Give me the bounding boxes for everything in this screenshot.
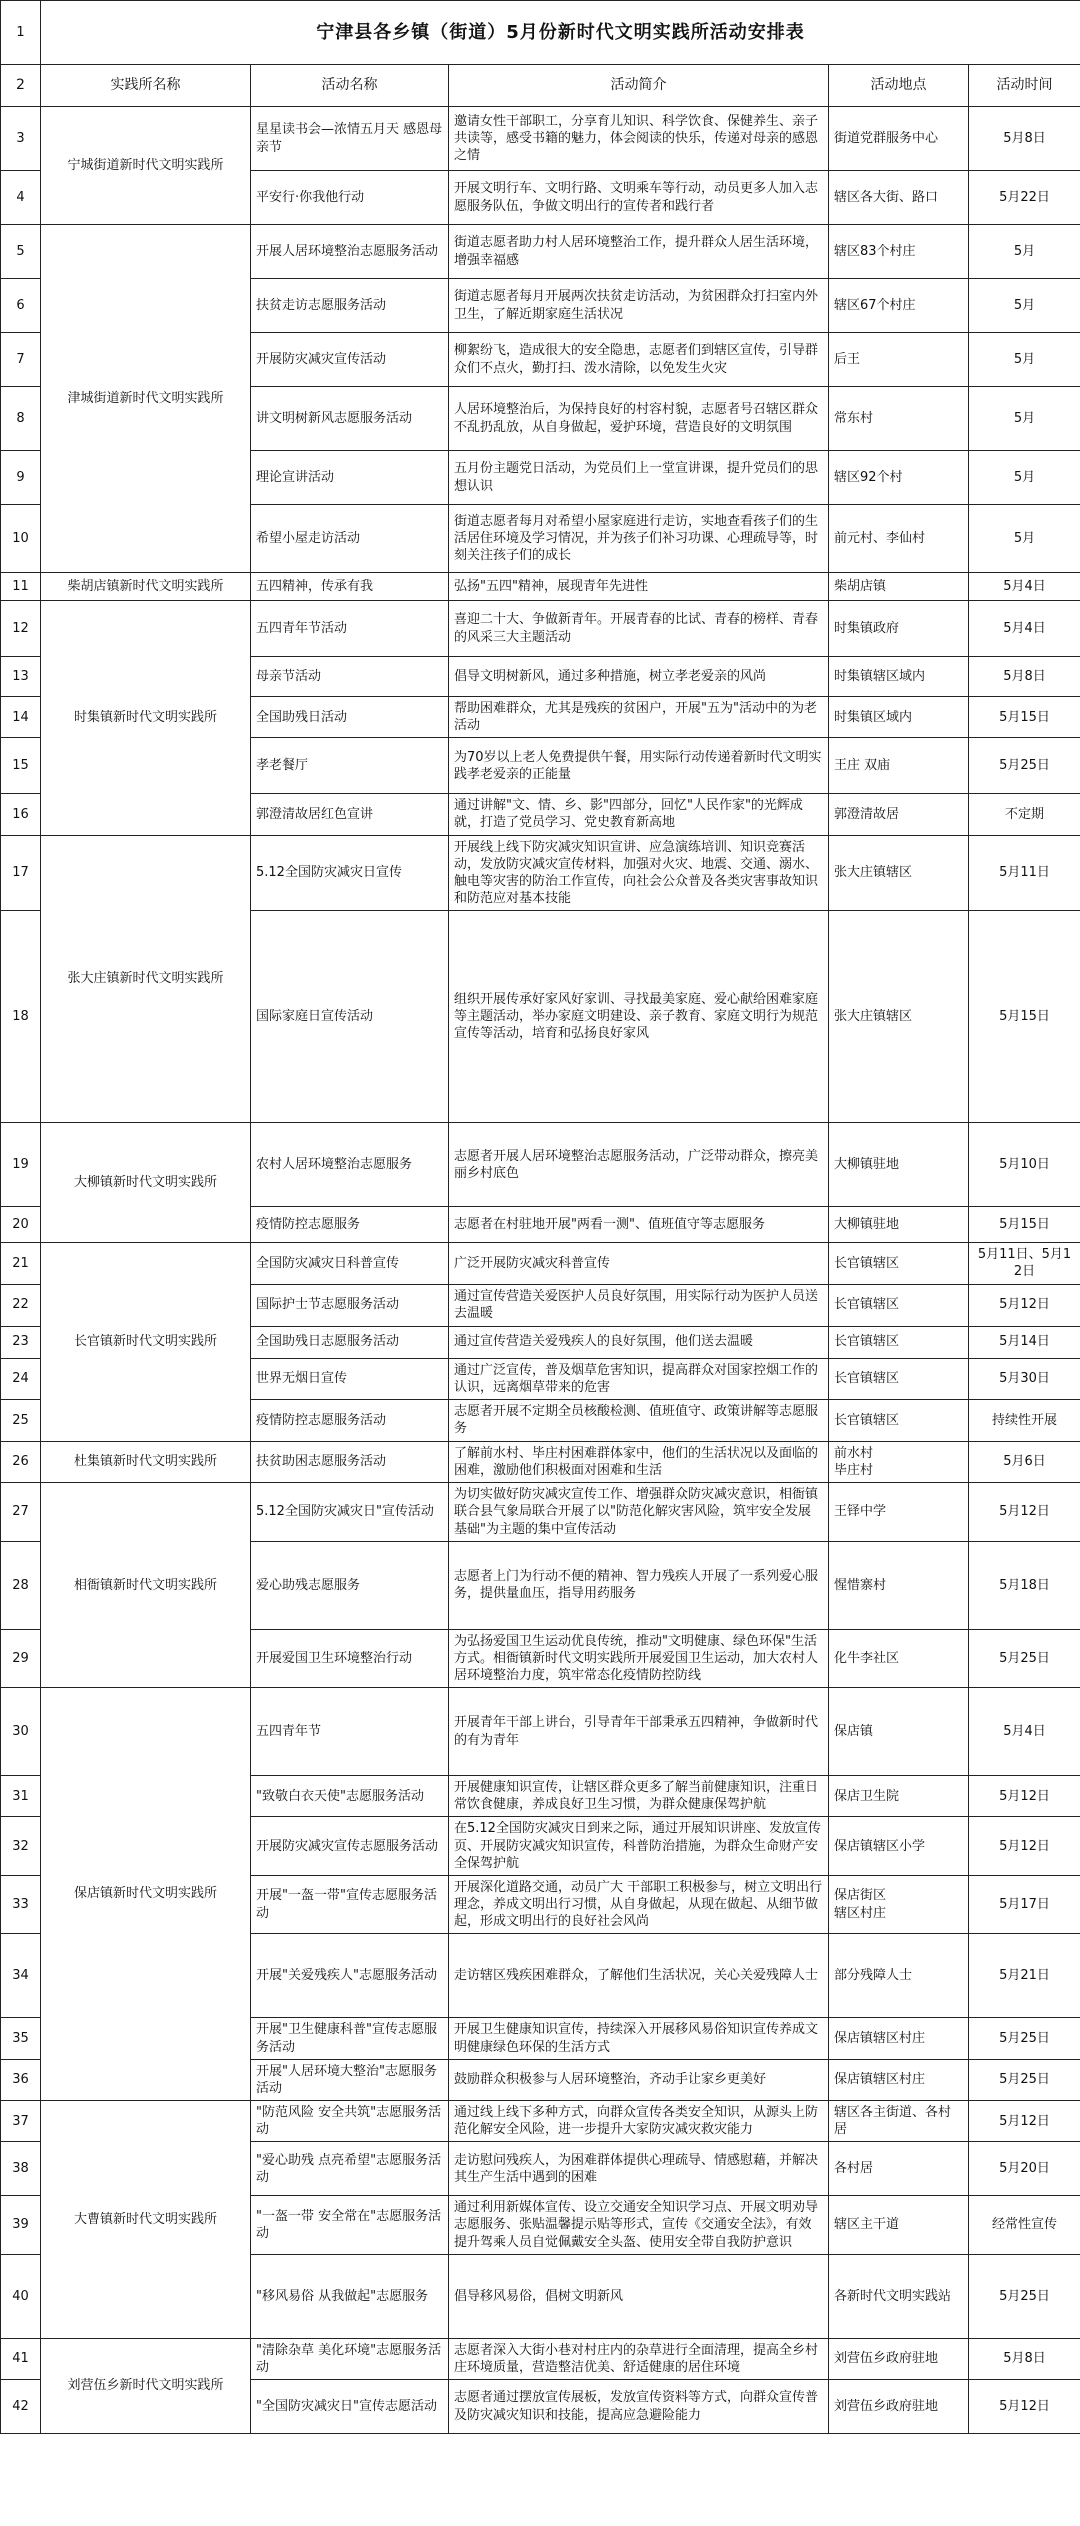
- activity-name: 希望小屋走访活动: [251, 505, 449, 573]
- activity-summary: 志愿者深入大街小巷对村庄内的杂草进行全面清理，提高全乡村庄环境质量，营造整洁优美、舒适健康的居住环境: [449, 2338, 829, 2379]
- activity-location: 刘营伍乡政府驻地: [829, 2380, 969, 2434]
- row-number: 40: [1, 2254, 41, 2338]
- table-row: [1, 601, 1080, 657]
- activity-summary: 人居环境整治后，为保持良好的村容村貌，志愿者号召辖区群众不乱扔乱放，从自身做起，爱护环境，营造良好的文明氛围: [449, 387, 829, 451]
- activity-time: 5月8日: [969, 657, 1080, 697]
- activity-time: 5月: [969, 505, 1080, 573]
- activity-name: 开展"关爱残疾人"志愿服务活动: [251, 1934, 449, 2018]
- practice-station-name: 大柳镇新时代文明实践所: [41, 1123, 251, 1243]
- activity-location: 各村居: [829, 2142, 969, 2196]
- row-number: 8: [1, 387, 41, 451]
- row-number: 16: [1, 794, 41, 835]
- activity-name: 五四青年节活动: [251, 601, 449, 657]
- table-row: [1, 1483, 1080, 1541]
- practice-station-name: 时集镇新时代文明实践所: [41, 601, 251, 836]
- activity-name: 疫情防控志愿服务活动: [251, 1399, 449, 1441]
- row-number: 4: [1, 171, 41, 225]
- activity-name: 疫情防控志愿服务: [251, 1207, 449, 1243]
- activity-location: 长官镇辖区: [829, 1358, 969, 1399]
- row-number: 36: [1, 2059, 41, 2100]
- activity-time: 5月12日: [969, 2380, 1080, 2434]
- table-row: [1, 573, 1080, 601]
- activity-time: 5月10日: [969, 1123, 1080, 1207]
- activity-summary: 通过讲解"文、情、乡、影"四部分，回忆"人民作家"的光辉成就，打造了党员学习、党史教育新高地: [449, 794, 829, 835]
- table-row: [1, 2101, 1080, 2142]
- activity-location: 张大庄镇辖区: [829, 911, 969, 1123]
- activity-location: 辖区67个村庄: [829, 279, 969, 333]
- activity-summary: 志愿者开展不定期全员核酸检测、值班值守、政策讲解等志愿服务: [449, 1399, 829, 1441]
- activity-time: 5月6日: [969, 1441, 1080, 1482]
- activity-summary: 组织开展传承好家风好家训、寻找最美家庭、爱心献给困难家庭等主题活动，举办家庭文明建设、亲子教育、家庭文明行为规范宣传等活动，培育和弘扬良好家风: [449, 911, 829, 1123]
- activity-time: 5月4日: [969, 1688, 1080, 1776]
- activity-summary: 走访慰问残疾人，为困难群体提供心理疏导、情感慰藉，并解决其生产生活中遇到的困难: [449, 2142, 829, 2196]
- practice-station-name: 大曹镇新时代文明实践所: [41, 2101, 251, 2339]
- activity-name: "移风易俗 从我做起"志愿服务: [251, 2254, 449, 2338]
- practice-station-name: 津城街道新时代文明实践所: [41, 225, 251, 573]
- activity-location: 保店镇: [829, 1688, 969, 1776]
- activity-time: 5月: [969, 279, 1080, 333]
- activity-time: 5月15日: [969, 1207, 1080, 1243]
- activity-location: 长官镇辖区: [829, 1284, 969, 1326]
- header-activity-location: 活动地点: [829, 65, 969, 107]
- activity-location: 部分残障人士: [829, 1934, 969, 2018]
- activity-summary: 弘扬"五四"精神，展现青年先进性: [449, 573, 829, 601]
- row-number: 18: [1, 911, 41, 1123]
- row-number: 9: [1, 451, 41, 505]
- activity-summary: 在5.12全国防灾减灾日到来之际，通过开展知识讲座、发放宣传页、开展防灾减灾知识宣传，科普防治措施，为群众生命财产安全保驾护航: [449, 1817, 829, 1875]
- activity-summary: 为70岁以上老人免费提供午餐，用实际行动传递着新时代文明实践孝老爱亲的正能量: [449, 738, 829, 794]
- activity-time: 5月30日: [969, 1358, 1080, 1399]
- activity-location: 辖区83个村庄: [829, 225, 969, 279]
- activity-name: 孝老餐厅: [251, 738, 449, 794]
- activity-location: 辖区92个村: [829, 451, 969, 505]
- table-row: [1, 1123, 1080, 1207]
- activity-summary: 开展深化道路交通，动员广大 干部职工积极参与，树立文明出行理念，养成文明出行习惯，从自身做起，从现在做起、从细节做起，形成文明出行的良好社会风尚: [449, 1875, 829, 1933]
- table-row: [1, 1243, 1080, 1284]
- activity-name: 全国助残日活动: [251, 697, 449, 738]
- activity-name: 扶贫走访志愿服务活动: [251, 279, 449, 333]
- activity-name: "全国防灾减灾日"宣传志愿活动: [251, 2380, 449, 2434]
- row-number: 23: [1, 1326, 41, 1358]
- activity-location: 大柳镇驻地: [829, 1207, 969, 1243]
- row-number: 21: [1, 1243, 41, 1284]
- activity-time: 5月18日: [969, 1541, 1080, 1629]
- practice-station-name: 保店镇新时代文明实践所: [41, 1688, 251, 2101]
- activity-name: 平安行·你我他行动: [251, 171, 449, 225]
- activity-summary: 通过宣传营造关爱医护人员良好氛围，用实际行动为医护人员送去温暖: [449, 1284, 829, 1326]
- document-title: 宁津县各乡镇（街道）5月份新时代文明实践所活动安排表: [41, 1, 1080, 65]
- row-number: 10: [1, 505, 41, 573]
- activity-name: "防范风险 安全共筑"志愿服务活动: [251, 2101, 449, 2142]
- activity-summary: 志愿者通过摆放宣传展板，发放宣传资料等方式，向群众宣传普及防灾减灾知识和技能，提高应急避险能力: [449, 2380, 829, 2434]
- row-number: 41: [1, 2338, 41, 2379]
- activity-location: 化牛李社区: [829, 1629, 969, 1687]
- row-number: 5: [1, 225, 41, 279]
- activity-time: 持续性开展: [969, 1399, 1080, 1441]
- header-activity-time: 活动时间: [969, 65, 1080, 107]
- activity-summary: 开展文明行车、文明行路、文明乘车等行动，动员更多人加入志愿服务队伍，争做文明出行的宣传者和践行者: [449, 171, 829, 225]
- row-number: 32: [1, 1817, 41, 1875]
- activity-location: 前元村、李仙村: [829, 505, 969, 573]
- row-number: 34: [1, 1934, 41, 2018]
- activity-time: 5月25日: [969, 2254, 1080, 2338]
- activity-time: 5月: [969, 225, 1080, 279]
- activity-name: "爱心助残 点亮希望"志愿服务活动: [251, 2142, 449, 2196]
- activity-summary: 街道志愿者每月开展两次扶贫走访活动，为贫困群众打扫室内外卫生，了解近期家庭生活状况: [449, 279, 829, 333]
- activity-summary: 了解前水村、毕庄村困难群体家中，他们的生活状况以及面临的困难，激励他们积极面对困难和生活: [449, 1441, 829, 1482]
- activity-time: 5月11日: [969, 835, 1080, 911]
- header-activity-name: 活动名称: [251, 65, 449, 107]
- activity-name: 郭澄清故居红色宣讲: [251, 794, 449, 835]
- activity-name: 5.12全国防灾减灾日宣传: [251, 835, 449, 911]
- activity-time: 5月21日: [969, 1934, 1080, 2018]
- row-number: 13: [1, 657, 41, 697]
- practice-station-name: 杜集镇新时代文明实践所: [41, 1441, 251, 1482]
- practice-station-name: 柴胡店镇新时代文明实践所: [41, 573, 251, 601]
- activity-location: 保店镇辖区村庄: [829, 2059, 969, 2100]
- activity-summary: 通过线上线下多种方式，向群众宣传各类安全知识，从源头上防范化解安全风险，进一步提升大家防灾减灾救灾能力: [449, 2101, 829, 2142]
- activity-time: 不定期: [969, 794, 1080, 835]
- activity-name: 开展"一盔一带"宣传志愿服务活动: [251, 1875, 449, 1933]
- activity-summary: 街道志愿者助力村人居环境整治工作，提升群众人居生活环境，增强幸福感: [449, 225, 829, 279]
- activity-time: 5月12日: [969, 1817, 1080, 1875]
- activity-location: 辖区各主街道、各村居: [829, 2101, 969, 2142]
- activity-location: 王铎中学: [829, 1483, 969, 1541]
- activity-name: 国际家庭日宣传活动: [251, 911, 449, 1123]
- activity-summary: 志愿者上门为行动不便的精神、智力残疾人开展了一系列爱心服务，提供量血压，指导用药服务: [449, 1541, 829, 1629]
- activity-time: 经常性宣传: [969, 2196, 1080, 2254]
- activity-name: 开展防灾减灾宣传活动: [251, 333, 449, 387]
- activity-name: "一盔一带 安全常在"志愿服务活动: [251, 2196, 449, 2254]
- row-number: 15: [1, 738, 41, 794]
- activity-time: 5月25日: [969, 2059, 1080, 2100]
- activity-name: 五四精神，传承有我: [251, 573, 449, 601]
- activity-name: 开展防灾减灾宣传志愿服务活动: [251, 1817, 449, 1875]
- row-number: 27: [1, 1483, 41, 1541]
- activity-location: 王庄 双庙: [829, 738, 969, 794]
- activity-name: 国际护士节志愿服务活动: [251, 1284, 449, 1326]
- row-number: 24: [1, 1358, 41, 1399]
- row-number: 26: [1, 1441, 41, 1482]
- activity-summary: 开展青年干部上讲台，引导青年干部秉承五四精神，争做新时代的有为青年: [449, 1688, 829, 1776]
- title-row: [1, 1, 1080, 65]
- activity-summary: 开展健康知识宣传，让辖区群众更多了解当前健康知识，注重日常饮食健康，养成良好卫生习惯，为群众健康保驾护航: [449, 1776, 829, 1817]
- activity-time: 5月8日: [969, 107, 1080, 171]
- activity-summary: 倡导移风易俗，倡树文明新风: [449, 2254, 829, 2338]
- activity-location: 保店卫生院: [829, 1776, 969, 1817]
- table-row: [1, 2338, 1080, 2379]
- activity-name: 全国助残日志愿服务活动: [251, 1326, 449, 1358]
- table-row: [1, 1441, 1080, 1482]
- row-number: 42: [1, 2380, 41, 2434]
- activity-summary: 志愿者在村驻地开展"两看一测"、值班值守等志愿服务: [449, 1207, 829, 1243]
- activity-time: 5月4日: [969, 601, 1080, 657]
- row-number: 25: [1, 1399, 41, 1441]
- header-practice-station: 实践所名称: [41, 65, 251, 107]
- activity-name: 母亲节活动: [251, 657, 449, 697]
- table-row: [1, 1688, 1080, 1776]
- activity-time: 5月22日: [969, 171, 1080, 225]
- activity-time: 5月14日: [969, 1326, 1080, 1358]
- activity-location: 时集镇区域内: [829, 697, 969, 738]
- row-number: 19: [1, 1123, 41, 1207]
- activity-time: 5月25日: [969, 2018, 1080, 2059]
- activity-time: 5月8日: [969, 2338, 1080, 2379]
- activity-summary: 走访辖区残疾困难群众，了解他们生活状况，关心关爱残障人士: [449, 1934, 829, 2018]
- activity-name: "致敬白衣天使"志愿服务活动: [251, 1776, 449, 1817]
- activity-location: 张大庄镇辖区: [829, 835, 969, 911]
- row-number: 28: [1, 1541, 41, 1629]
- activity-name: 世界无烟日宣传: [251, 1358, 449, 1399]
- activity-time: 5月12日: [969, 1284, 1080, 1326]
- activity-time: 5月15日: [969, 911, 1080, 1123]
- row-number: 3: [1, 107, 41, 171]
- activity-time: 5月15日: [969, 697, 1080, 738]
- activity-summary: 广泛开展防灾减灾科普宣传: [449, 1243, 829, 1284]
- activity-name: 开展"人居环境大整治"志愿服务活动: [251, 2059, 449, 2100]
- activity-summary: 倡导文明树新风，通过多种措施，树立孝老爱亲的风尚: [449, 657, 829, 697]
- activity-time: 5月11日、5月12日: [969, 1243, 1080, 1284]
- row-number: 14: [1, 697, 41, 738]
- activity-location: 各新时代文明实践站: [829, 2254, 969, 2338]
- activity-summary: 帮助困难群众，尤其是残疾的贫困户，开展"五为"活动中的为老活动: [449, 697, 829, 738]
- activity-name: 五四青年节: [251, 1688, 449, 1776]
- activity-name: 全国防灾减灾日科普宣传: [251, 1243, 449, 1284]
- activity-location: 柴胡店镇: [829, 573, 969, 601]
- activity-time: 5月17日: [969, 1875, 1080, 1933]
- row-number: 7: [1, 333, 41, 387]
- row-number: 1: [1, 1, 41, 65]
- activity-name: 爱心助残志愿服务: [251, 1541, 449, 1629]
- activity-summary: 鼓励群众积极参与人居环境整治，齐动手让家乡更美好: [449, 2059, 829, 2100]
- activity-time: 5月25日: [969, 738, 1080, 794]
- activity-location: 时集镇辖区域内: [829, 657, 969, 697]
- row-number: 37: [1, 2101, 41, 2142]
- activity-location: 刘营伍乡政府驻地: [829, 2338, 969, 2379]
- row-number: 35: [1, 2018, 41, 2059]
- row-number: 39: [1, 2196, 41, 2254]
- activity-location: 保店镇辖区小学: [829, 1817, 969, 1875]
- practice-station-name: 张大庄镇新时代文明实践所: [41, 835, 251, 1123]
- table-row: [1, 107, 1080, 171]
- row-number: 12: [1, 601, 41, 657]
- activity-location: 惺惜寨村: [829, 1541, 969, 1629]
- activity-time: 5月: [969, 333, 1080, 387]
- activity-summary: 开展卫生健康知识宣传，持续深入开展移风易俗知识宣传养成文明健康绿色环保的生活方式: [449, 2018, 829, 2059]
- activity-summary: 邀请女性干部职工，分享育儿知识、科学饮食、保健养生、亲子共读等，感受书籍的魅力，体会阅读的快乐，传递对母亲的感恩之情: [449, 107, 829, 171]
- activity-location: 保店街区 辖区村庄: [829, 1875, 969, 1933]
- activity-location: 前水村 毕庄村: [829, 1441, 969, 1482]
- row-number: 33: [1, 1875, 41, 1933]
- row-number: 20: [1, 1207, 41, 1243]
- practice-station-name: 长官镇新时代文明实践所: [41, 1243, 251, 1442]
- activity-location: 时集镇政府: [829, 601, 969, 657]
- activity-summary: 通过利用新媒体宣传、设立交通安全知识学习点、开展文明劝导志愿服务、张贴温馨提示贴等形式，宣传《交通安全法》，有效提升驾乘人员自觉佩戴安全头盔、使用安全带自我防护意识: [449, 2196, 829, 2254]
- activity-summary: 通过广泛宣传，普及烟草危害知识，提高群众对国家控烟工作的认识，远离烟草带来的危害: [449, 1358, 829, 1399]
- activity-time: 5月25日: [969, 1629, 1080, 1687]
- activity-name: 讲文明树新风志愿服务活动: [251, 387, 449, 451]
- header-activity-summary: 活动简介: [449, 65, 829, 107]
- activity-name: 开展爱国卫生环境整治行动: [251, 1629, 449, 1687]
- activity-summary: 通过宣传营造关爱残疾人的良好氛围，他们送去温暖: [449, 1326, 829, 1358]
- activity-name: "清除杂草 美化环境"志愿服务活动: [251, 2338, 449, 2379]
- activity-name: 开展人居环境整治志愿服务活动: [251, 225, 449, 279]
- activity-summary: 开展线上线下防灾减灾知识宣讲、应急演练培训、知识竞赛活动，发放防灾减灾宣传材料，加强对火灾、地震、交通、溺水、触电等灾害的防治工作宣传，向社会公众普及各类灾害事故知识和防范应对基本技能: [449, 835, 829, 911]
- table-row: [1, 225, 1080, 279]
- activity-name: 5.12全国防灾减灾日"宣传活动: [251, 1483, 449, 1541]
- activity-name: 理论宣讲活动: [251, 451, 449, 505]
- activity-summary: 五月份主题党日活动，为党员们上一堂宣讲课，提升党员们的思想认识: [449, 451, 829, 505]
- activity-summary: 柳絮纷飞，造成很大的安全隐患，志愿者们到辖区宣传，引导群众们不点火，勤打扫、泼水清除，以免发生火灾: [449, 333, 829, 387]
- activity-time: 5月12日: [969, 1776, 1080, 1817]
- activity-name: 开展"卫生健康科普"宣传志愿服务活动: [251, 2018, 449, 2059]
- row-number: 6: [1, 279, 41, 333]
- row-number: 38: [1, 2142, 41, 2196]
- activity-time: 5月20日: [969, 2142, 1080, 2196]
- activity-time: 5月: [969, 387, 1080, 451]
- row-number: 22: [1, 1284, 41, 1326]
- activity-location: 辖区主干道: [829, 2196, 969, 2254]
- row-number: 11: [1, 573, 41, 601]
- activity-location: 长官镇辖区: [829, 1399, 969, 1441]
- activity-location: 郭澄清故居: [829, 794, 969, 835]
- activity-summary: 为弘扬爱国卫生运动优良传统，推动"文明健康、绿色环保"生活方式。相衙镇新时代文明实践所开展爱国卫生运动，加大农村人居环境整治力度，筑牢常态化疫情防控防线: [449, 1629, 829, 1687]
- activity-location: 后王: [829, 333, 969, 387]
- activity-location: 辖区各大街、路口: [829, 171, 969, 225]
- row-number: 29: [1, 1629, 41, 1687]
- activity-time: 5月12日: [969, 1483, 1080, 1541]
- row-number: 30: [1, 1688, 41, 1776]
- activity-summary: 街道志愿者每月对希望小屋家庭进行走访，实地查看孩子们的生活居住环境及学习情况，并为孩子们补习功课、心理疏导等，时刻关注孩子们的成长: [449, 505, 829, 573]
- activity-location: 长官镇辖区: [829, 1243, 969, 1284]
- activity-location: 常东村: [829, 387, 969, 451]
- header-row: [1, 65, 1080, 107]
- practice-station-name: 刘营伍乡新时代文明实践所: [41, 2338, 251, 2433]
- activity-summary: 喜迎二十大、争做新青年。开展青春的比试、青春的榜样、青春的风采三大主题活动: [449, 601, 829, 657]
- activity-time: 5月4日: [969, 573, 1080, 601]
- activity-summary: 志愿者开展人居环境整治志愿服务活动，广泛带动群众，擦亮美丽乡村底色: [449, 1123, 829, 1207]
- activity-summary: 为切实做好防灾减灾宣传工作、增强群众防灾减灾意识，相衙镇联合县气象局联合开展了以"防范化解灾害风险，筑牢安全发展基础"为主题的集中宣传活动: [449, 1483, 829, 1541]
- table-row: [1, 835, 1080, 911]
- activity-time: 5月12日: [969, 2101, 1080, 2142]
- row-number: 2: [1, 65, 41, 107]
- practice-station-name: 相衙镇新时代文明实践所: [41, 1483, 251, 1688]
- practice-station-name: 宁城街道新时代文明实践所: [41, 107, 251, 225]
- row-number: 17: [1, 835, 41, 911]
- activity-location: 长官镇辖区: [829, 1326, 969, 1358]
- activity-time: 5月: [969, 451, 1080, 505]
- activity-location: 保店镇辖区村庄: [829, 2018, 969, 2059]
- activity-location: 街道党群服务中心: [829, 107, 969, 171]
- activity-name: 农村人居环境整治志愿服务: [251, 1123, 449, 1207]
- activity-name: 星星读书会—浓情五月天 感恩母亲节: [251, 107, 449, 171]
- row-number: 31: [1, 1776, 41, 1817]
- activity-location: 大柳镇驻地: [829, 1123, 969, 1207]
- activity-name: 扶贫助困志愿服务活动: [251, 1441, 449, 1482]
